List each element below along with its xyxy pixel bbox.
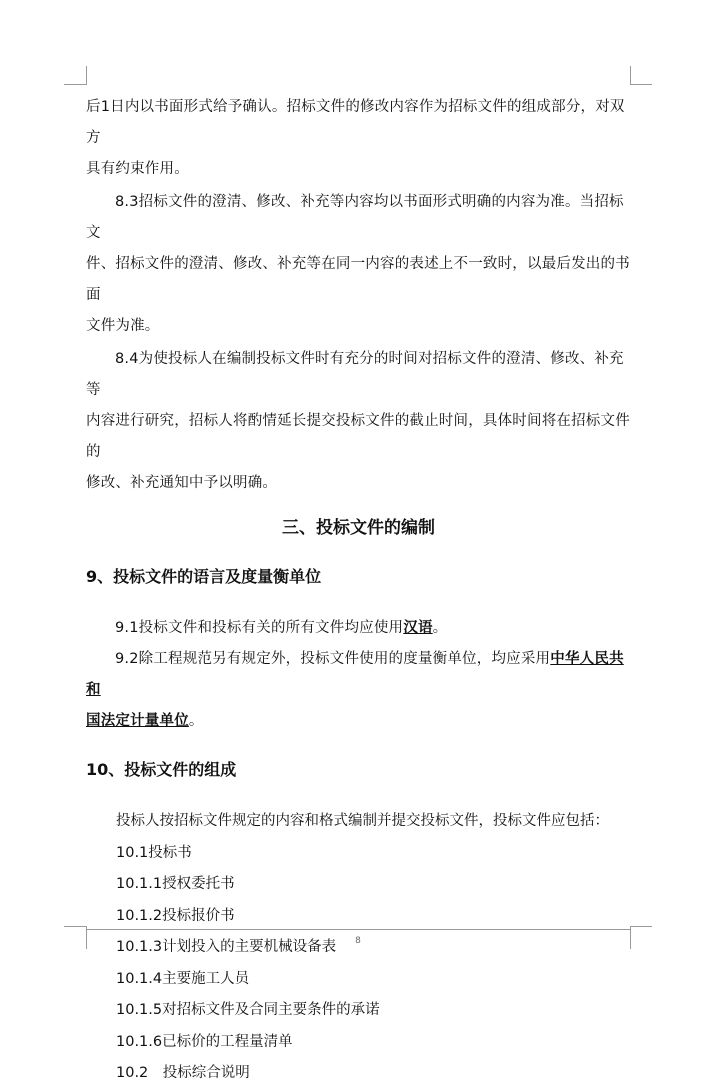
list-intro: 投标人按招标文件规定的内容和格式编制并提交投标文件，投标文件应包括： [116, 813, 609, 829]
list-item: 10.1.1授权委托书 [116, 876, 235, 892]
paragraph-8-3-line: 8.3招标文件的澄清、修改、补充等内容均以书面形式明确的内容为准。当招标文 [86, 194, 624, 241]
text-line: 后1日内以书面形式给予确认。招标文件的修改内容作为招标文件的组成部分，对双方 [86, 99, 625, 146]
text-line: 具有约束作用。 [86, 161, 189, 177]
text: 。 [188, 713, 204, 729]
list-item: 10.1.6已标价的工程量清单 [116, 1033, 293, 1050]
crop-mark-top-left-v [86, 66, 87, 85]
paragraph-8-4-line: 8.4为使投标人在编制投标文件时有充分的时间对招标文件的澄清、修改、补充等 [86, 351, 624, 398]
crop-mark-top-left-h [64, 84, 86, 85]
crop-mark-top-right-h [630, 84, 652, 85]
paragraph-8-4-line: 内容进行研究，招标人将酌情延长提交投标文件的截止时间，具体时间将在招标文件的 [86, 413, 630, 460]
list-item: 10.1.5对招标文件及合同主要条件的承诺 [116, 1002, 380, 1018]
paragraph-9-2-line [86, 644, 631, 706]
paragraph-9-1 [86, 613, 631, 644]
underlined-term: 国法定计量单位 [86, 713, 189, 729]
crop-mark-top-right-v [630, 66, 631, 85]
paragraph-8-3-line: 件、招标文件的澄清、修改、补充等在同一内容的表述上不一致时，以最后发出的书面 [86, 256, 630, 303]
section-title: 三、投标文件的编制 [282, 518, 435, 538]
text: 9.2除工程规范另有规定外，投标文件使用的度量衡单位，均应采用 [115, 651, 551, 667]
underlined-term: 汉语 [403, 620, 433, 636]
composition-list [86, 806, 631, 1090]
list-item: 10.1.4主要施工人员 [116, 970, 250, 987]
list-item: 10.1投标书 [116, 844, 192, 861]
paragraph-8-3-line: 文件为准。 [86, 318, 160, 334]
text: 9.1投标文件和投标有关的所有文件均应使用 [115, 620, 404, 636]
heading-9: 9、投标文件的语言及度量衡单位 [86, 567, 322, 586]
underlined-term: 中华人民共和 [86, 651, 624, 698]
text: 。 [432, 620, 448, 636]
heading-10: 10、投标文件的组成 [86, 760, 237, 779]
paragraph-9-2-line [86, 706, 631, 737]
list-item: 10.1.3计划投入的主要机械设备表 [116, 939, 337, 955]
page-number: 8 [355, 936, 361, 946]
list-item: 10.1.2投标报价书 [116, 907, 235, 924]
list-item: 10.2 投标综合说明 [116, 1065, 250, 1081]
crop-mark-bottom-left-h [64, 926, 86, 927]
paragraph-8-4-line: 修改、补充通知中予以明确。 [86, 475, 278, 491]
crop-mark-bottom-right-h [630, 926, 652, 927]
footer-divider [86, 929, 631, 930]
